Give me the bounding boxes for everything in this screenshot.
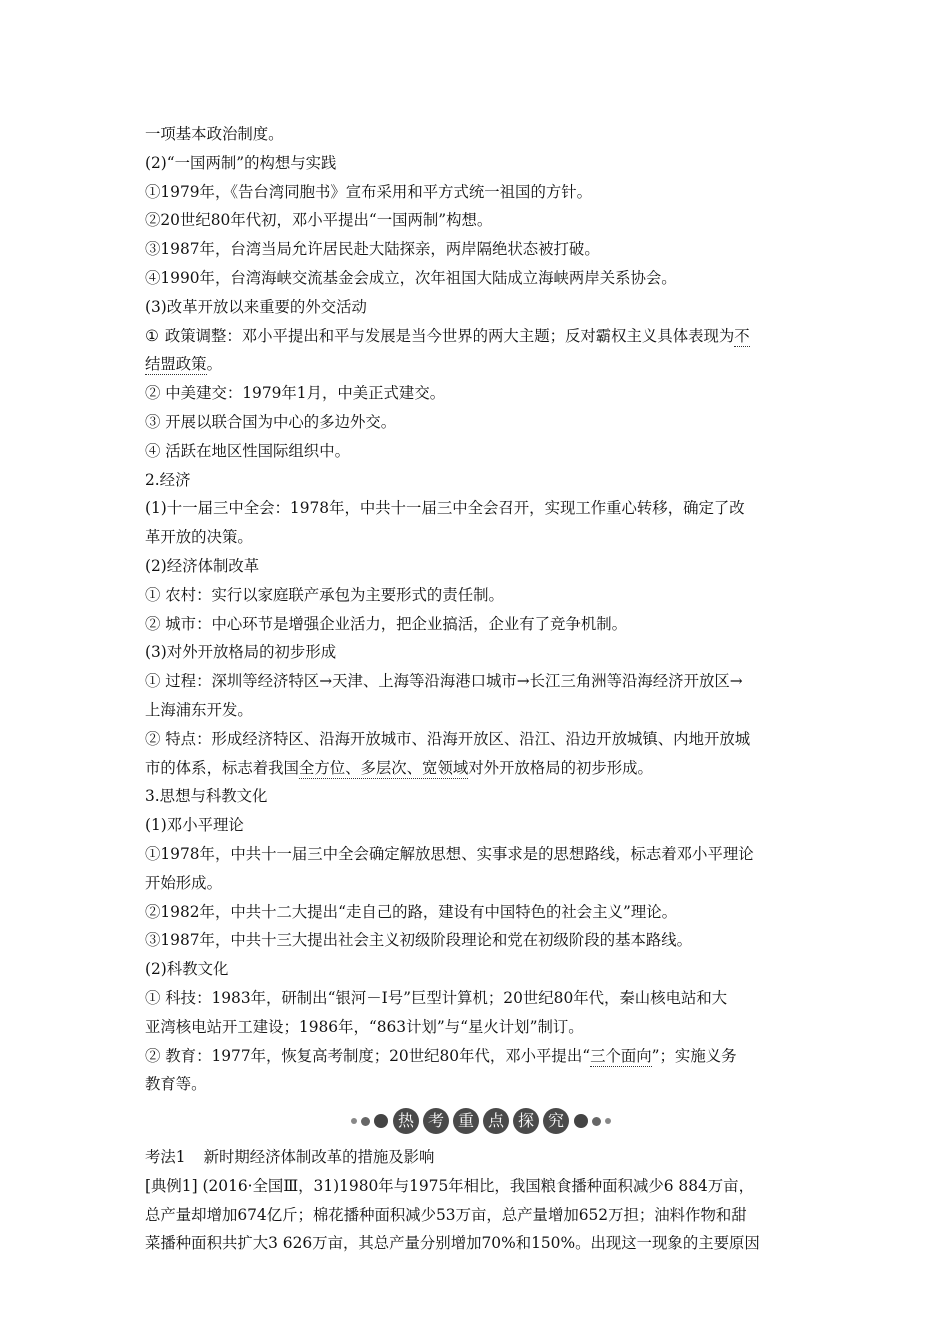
text-line: 亚湾核电站开工建设；1986年，“863计划”与“星火计划”制订。 xyxy=(145,1017,584,1036)
text-line xyxy=(145,350,817,379)
banner-dots-right xyxy=(574,1114,611,1128)
kaofa-title: 新时期经济体制改革的措施及影响 xyxy=(203,1148,435,1167)
section-heading: (2)“一国两制”的构想与实践 xyxy=(145,153,337,172)
text-line: ② 中美建交：1979年1月，中美正式建交。 xyxy=(145,384,446,403)
text-line: ② 城市：中心环节是增强企业活力，把企业搞活，企业有了竞争机制。 xyxy=(145,614,628,633)
emphasis-text: 不 xyxy=(734,326,750,345)
line-text: ② 教育：1977年，恢复高考制度；20世纪80年代，邓小平提出“ xyxy=(145,1046,591,1065)
text-line: ① 过程：深圳等经济特区→天津、上海等沿海港口城市→长江三角洲等沿海经济开放区→ xyxy=(145,672,743,691)
text-line: ① 科技：1983年，研制出“银河－Ⅰ号”巨型计算机；20世纪80年代，秦山核电站和大 xyxy=(145,988,728,1007)
document-body xyxy=(145,120,817,1258)
dot-icon xyxy=(574,1114,588,1128)
section-heading: (2)经济体制改革 xyxy=(145,556,260,575)
dot-icon xyxy=(361,1117,370,1126)
banner-char: 点 xyxy=(483,1108,509,1134)
text-line: ③1987年，中共十三大提出社会主义初级阶段理论和党在初级阶段的基本路线。 xyxy=(145,931,693,950)
text-line: 总产量却增加674亿斤；棉花播种面积减少53万亩，总产量增加652万担；油料作物和甜 xyxy=(145,1205,747,1224)
text-line: (1)十一届三中全会：1978年，中共十一届三中全会召开，实现工作重心转移，确定了改 xyxy=(145,499,745,518)
banner-title xyxy=(393,1108,569,1134)
kaofa-heading xyxy=(145,1143,817,1172)
text-line xyxy=(145,754,817,783)
text-line: ②20世纪80年代初，邓小平提出“一国两制”构想。 xyxy=(145,211,493,230)
text-line: ③1987年，台湾当局允许居民赴大陆探亲，两岸隔绝状态被打破。 xyxy=(145,240,600,259)
text-line: ①1979年，《告台湾同胞书》宣布采用和平方式统一祖国的方针。 xyxy=(145,182,593,201)
dot-icon xyxy=(351,1118,357,1124)
emphasis-text: 三个面向 xyxy=(590,1046,652,1065)
text-line: 一项基本政治制度。 xyxy=(145,125,284,143)
banner-dots-left xyxy=(351,1114,388,1128)
section-heading: (2)科教文化 xyxy=(145,960,229,979)
emphasis-text: 全方位、多层次、宽领域 xyxy=(298,758,469,777)
dot-icon xyxy=(592,1117,601,1126)
line-text: 对外开放格局的初步形成。 xyxy=(468,758,653,777)
text-line: 上海浦东开发。 xyxy=(145,700,253,719)
text-line: ④1990年，台湾海峡交流基金会成立，次年祖国大陆成立海峡两岸关系协会。 xyxy=(145,268,677,287)
text-line: 开始形成。 xyxy=(145,873,222,892)
banner-char: 探 xyxy=(513,1108,539,1134)
line-text: ”；实施义务 xyxy=(651,1046,737,1065)
text-line: ② 特点：形成经济特区、沿海开放城市、沿海开放区、沿江、沿边开放城镇、内地开放城 xyxy=(145,729,751,748)
dot-icon xyxy=(374,1114,388,1128)
text-line xyxy=(145,322,817,351)
text-line: ③ 开展以联合国为中心的多边外交。 xyxy=(145,412,397,431)
section-heading: 2.经济 xyxy=(145,470,191,489)
text-line: 菜播种面积共扩大3 626万亩，其总产量分别增加70%和150%。出现这一现象的主要原因 xyxy=(145,1234,760,1253)
section-heading: (3)改革开放以来重要的外交活动 xyxy=(145,297,367,316)
line-text: 市的体系，标志着我国 xyxy=(145,758,299,777)
section-heading: 3.思想与科教文化 xyxy=(145,787,268,806)
item-marker: ① xyxy=(145,326,159,345)
text-line: ④ 活跃在地区性国际组织中。 xyxy=(145,441,350,460)
section-heading: (3)对外开放格局的初步形成 xyxy=(145,643,337,662)
kaofa-label: 考法1 xyxy=(145,1148,186,1167)
text-line: ① 农村：实行以家庭联产承包为主要形式的责任制。 xyxy=(145,585,504,604)
line-text: 。 xyxy=(206,355,222,374)
text-line: [典例1] (2016·全国Ⅲ，31)1980年与1975年相比，我国粮食播种面积减少6 884万亩， xyxy=(145,1176,754,1195)
text-line: 教育等。 xyxy=(145,1075,207,1094)
line-text: 政策调整：邓小平提出和平与发展是当今世界的两大主题；反对霸权主义具体表现为 xyxy=(164,326,735,345)
text-line xyxy=(145,1042,817,1071)
text-line: ①1978年，中共十一届三中全会确定解放思想、实事求是的思想路线，标志着邓小平理论 xyxy=(145,844,754,863)
banner-char: 热 xyxy=(393,1108,419,1134)
section-banner xyxy=(145,1101,817,1141)
text-line: ②1982年，中共十二大提出“走自己的路，建设有中国特色的社会主义”理论。 xyxy=(145,902,678,921)
emphasis-text: 结盟政策 xyxy=(145,355,207,374)
banner-char: 考 xyxy=(423,1108,449,1134)
banner-char: 究 xyxy=(543,1108,569,1134)
banner-char: 重 xyxy=(453,1108,479,1134)
dot-icon xyxy=(605,1118,611,1124)
section-heading: (1)邓小平理论 xyxy=(145,816,244,835)
text-line: 革开放的决策。 xyxy=(145,528,253,547)
